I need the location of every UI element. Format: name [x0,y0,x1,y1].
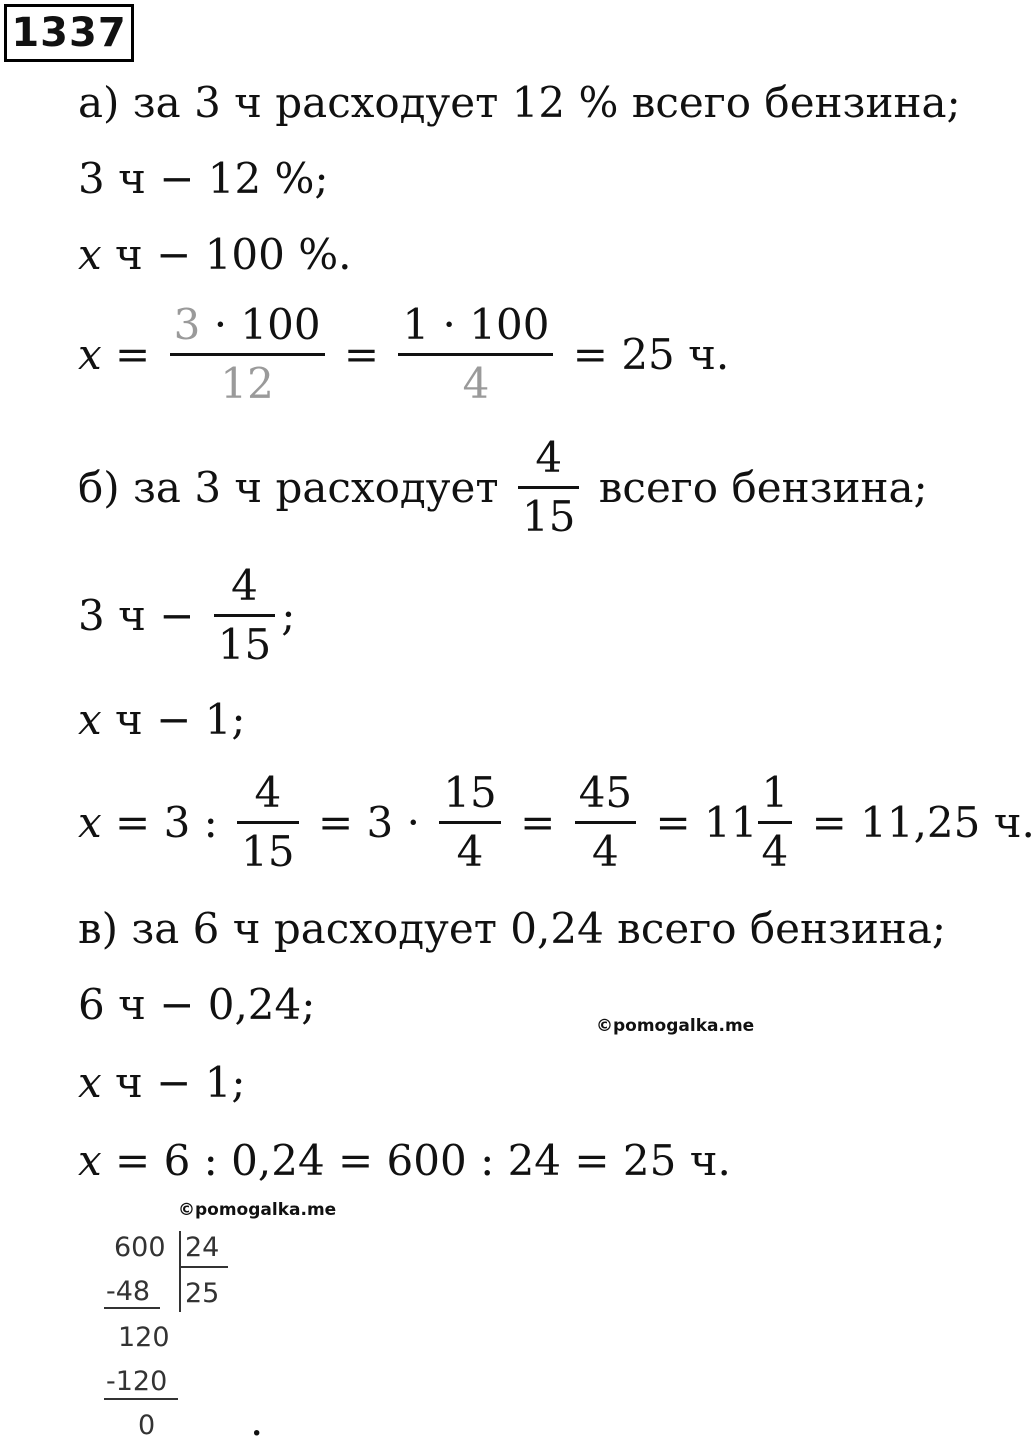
equals-sign: = [520,798,556,848]
fraction-denominator: 15 [241,827,295,877]
part-c-line3-rest: ч − 1; [101,1058,246,1107]
trailing-dot: . [250,1396,264,1445]
part-a-line1: а) за 3 ч расходует 12 % всего бензина; [78,78,961,127]
part-c-line3 [78,1058,246,1107]
long-division-divisor-underline [180,1266,228,1268]
fraction-4-over-15 [518,433,579,542]
fraction-numerator: 15 [439,771,500,824]
fraction-3x100-over-12 [170,300,325,409]
fraction-4-over-15 [237,768,298,877]
var-x: x [78,330,102,380]
equals-3-times: = 3 · [317,798,420,848]
long-division-subtract-1: -48 [106,1276,151,1307]
long-division-underline-1 [104,1307,160,1309]
problem-number: 1337 [4,4,134,62]
part-b-line2 [78,561,296,670]
fraction-numerator: 4 [237,771,298,824]
part-b-result: = 11,25 ч. [811,798,1035,848]
fraction-denominator: 15 [521,492,576,542]
fraction-15-over-4 [439,768,500,877]
long-division-divisor: 24 [185,1232,220,1263]
part-b-line3 [78,695,246,744]
long-division-vertical-line [179,1231,181,1312]
fraction-denominator: 15 [217,620,272,670]
cancelled-3: 3 [173,300,201,349]
part-a-line2: 3 ч − 12 %; [78,154,329,203]
var-x: x [78,695,102,744]
fraction-45-over-4 [575,768,636,877]
fraction-denominator: 4 [761,827,789,877]
part-a-equation [78,300,730,409]
var-x: x [78,230,102,279]
part-a-result: = 25 ч. [572,330,730,380]
mixed-fraction-1-over-4 [758,768,793,877]
fraction-denominator: 4 [456,827,484,877]
part-b-line1-pre: б) за 3 ч расходует [78,463,499,513]
fraction-denominator: 4 [592,827,619,877]
equals-3-div: = 3 : [115,798,218,848]
part-a-line3 [78,230,352,279]
fraction-numerator: 4 [214,564,275,617]
equals-sign: = [115,330,151,380]
fraction-denominator: 4 [462,359,490,409]
part-c-line4 [78,1136,731,1185]
fraction-denominator: 12 [220,359,274,409]
fraction-numerator: 1 [758,771,793,824]
watermark: ©pomogalka.me [178,1200,337,1220]
fraction-numerator: 4 [518,436,579,489]
part-b-equation [78,768,1035,877]
watermark: ©pomogalka.me [596,1016,755,1036]
semicolon: ; [281,591,296,641]
long-division-dividend: 600 [114,1232,166,1263]
part-c-line1: в) за 6 ч расходует 0,24 всего бензина; [78,904,947,953]
fraction-1x100-over-4 [398,300,553,409]
fraction-numerator: 45 [575,771,636,824]
long-division-remainder-1: 120 [118,1322,170,1353]
part-b-line1-post: всего бензина; [598,463,928,513]
var-x: x [78,1058,102,1107]
part-b-line1 [78,433,928,542]
part-b-line2-pre: 3 ч − [78,591,195,641]
equals-sign: = [343,330,380,380]
fraction-4-over-15 [214,561,275,670]
part-a-line3-rest: ч − 100 %. [101,230,352,279]
part-c-line4-rest: = 6 : 0,24 = 600 : 24 = 25 ч. [101,1136,731,1185]
fraction-numerator: 1 · 100 [398,303,553,356]
long-division-underline-2 [104,1398,178,1400]
equals-11: = 11 [655,798,758,848]
fraction-numerator [170,300,325,356]
long-division-subtract-2: -120 [106,1366,168,1397]
part-b-line3-rest: ч − 1; [101,695,246,744]
var-x: x [78,1136,102,1185]
long-division-quotient: 25 [185,1278,220,1309]
var-x: x [78,798,102,848]
long-division-remainder-2: 0 [138,1410,156,1441]
part-c-line2: 6 ч − 0,24; [78,980,316,1029]
numerator-rest: · 100 [200,300,321,349]
